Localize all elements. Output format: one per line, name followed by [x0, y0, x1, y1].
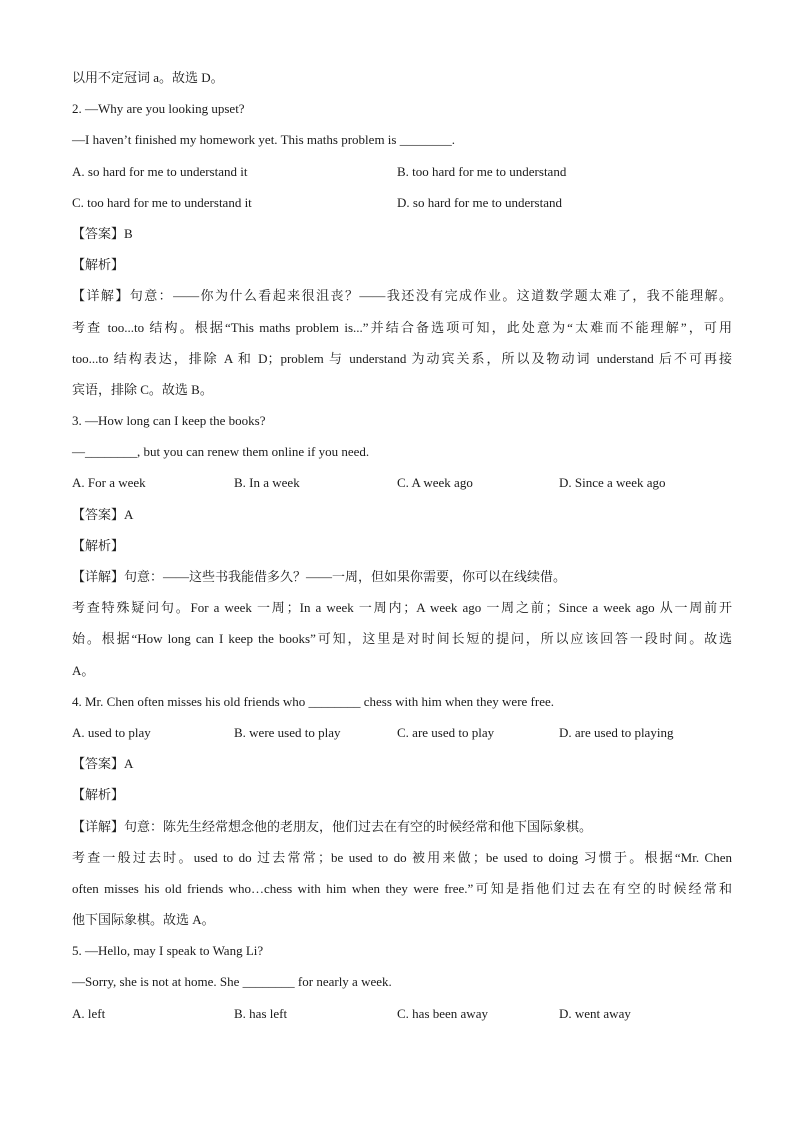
q2-detail-line: 【详解】句意：——你为什么看起来很沮丧？——我还没有完成作业。这道数学题太难了，我不能理解。 [72, 288, 732, 304]
q2-detail-line: 考查 too...to 结构。根据“This maths problem is...”并结合备选项可知，此处意为“太难而不能理解”，可用 [72, 319, 732, 335]
q3-analysis-heading: 【解析】 [72, 537, 125, 553]
q2-option-a: A. so hard for me to understand it [72, 163, 248, 179]
q4-options [72, 717, 732, 748]
q3-stem: 3. —How long can I keep the books? [72, 413, 266, 429]
q4-stem: 4. Mr. Chen often misses his old friends who ________ chess with him when they were free. [72, 693, 555, 709]
q2-analysis-heading: 【解析】 [72, 257, 125, 273]
q3-option-d: D. Since a week ago [559, 475, 666, 491]
q5-stem: 5. —Hello, may I speak to Wang Li? [72, 943, 264, 959]
q2-option-b: B. too hard for me to understand [397, 163, 567, 179]
prev-explanation-tail: 以用不定冠词 a。故选 D。 [72, 70, 224, 85]
q3-dialogue-line: —________, but you can renew them online if you need. [72, 444, 370, 460]
q5-options [72, 998, 732, 1029]
q2-answer: 【答案】B [72, 225, 133, 241]
q4-analysis-heading: 【解析】 [72, 787, 125, 803]
q5-option-c: C. has been away [397, 1005, 488, 1021]
q4-option-c: C. are used to play [397, 724, 495, 740]
q3-detail-line: A。 [72, 662, 95, 678]
q4-option-b: B. were used to play [234, 724, 341, 740]
q2-option-d: D. so hard for me to understand [397, 194, 562, 210]
q3-detail-line: 始。根据“How long can I keep the books”可知，这里是对时间长短的提问，所以应该回答一段时间。故选 [72, 631, 732, 647]
q4-detail-line: 他下国际象棋。故选 A。 [72, 912, 215, 928]
q2-detail-line: 宾语，排除 C。故选 B。 [72, 381, 213, 397]
q3-option-b: B. In a week [234, 475, 300, 491]
q3-answer: 【答案】A [72, 506, 134, 522]
q2-options-row1 [72, 156, 732, 187]
q2-dialogue-line: —I haven’t finished my homework yet. This maths problem is ________. [72, 132, 455, 148]
q4-option-d: D. are used to playing [559, 724, 674, 740]
q4-detail-line: often misses his old friends who…chess with him when they were free.”可知是指他们过去在有空的时候经常和 [72, 880, 732, 896]
document-page [72, 62, 732, 1029]
q4-detail-line: 【详解】句意：陈先生经常想念他的老朋友，他们过去在有空的时候经常和他下国际象棋。 [72, 818, 593, 834]
q5-option-a: A. left [72, 1005, 106, 1021]
q3-detail-line: 【详解】句意：——这些书我能借多久？——一周，但如果你需要，你可以在线续借。 [72, 569, 567, 584]
q3-detail-line: 考查特殊疑问句。For a week 一周；In a week 一周内；A week ago 一周之前；Since a week ago 从一周前开 [72, 600, 732, 616]
q5-option-b: B. has left [234, 1005, 288, 1021]
q3-options [72, 467, 732, 498]
q4-answer: 【答案】A [72, 756, 134, 772]
q5-dialogue-line: —Sorry, she is not at home. She ________ for nearly a week. [72, 974, 392, 990]
q2-options-row2 [72, 187, 732, 218]
q4-option-a: A. used to play [72, 724, 151, 740]
q2-detail-line: too...to 结构表达，排除 A 和 D；problem 与 understand 为动宾关系，所以及物动词 understand 后不可再接 [72, 350, 732, 366]
q4-detail-line: 考查一般过去时。used to do 过去常常；be used to do 被用来做；be used to doing 习惯于。根据“Mr. Chen [72, 849, 732, 865]
q2-option-c: C. too hard for me to understand it [72, 194, 252, 210]
q3-option-a: A. For a week [72, 475, 146, 491]
q5-option-d: D. went away [559, 1005, 631, 1021]
q3-option-c: C. A week ago [397, 475, 473, 491]
q2-stem: 2. —Why are you looking upset? [72, 101, 245, 117]
